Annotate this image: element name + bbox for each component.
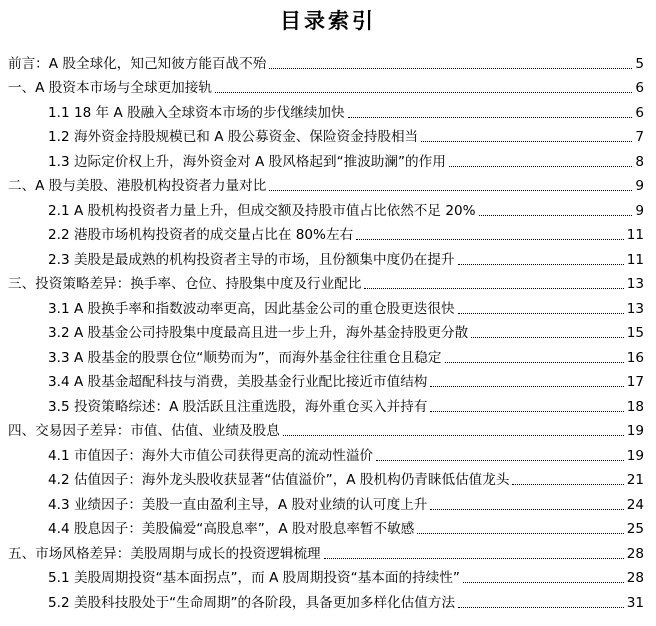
toc-page-number: 6 <box>635 104 644 121</box>
toc-subsection-entry[interactable] <box>0 440 656 465</box>
toc-page-number: 8 <box>635 153 644 170</box>
toc-entry-title: 五、市场风格差异：美股周期与成长的投资逻辑梳理 <box>8 545 321 562</box>
toc-page-number: 28 <box>626 570 644 586</box>
toc-page-number: 15 <box>626 325 644 341</box>
toc-subsection-entry[interactable] <box>0 563 656 588</box>
toc-subsection-entry[interactable] <box>0 587 656 612</box>
toc-entry-title: 3.3 A 股基金的股票仓位“顺势而为”，而海外基金往往重仓且稳定 <box>48 349 442 366</box>
toc-subsection-entry[interactable] <box>0 122 656 147</box>
toc-page-number: 13 <box>626 276 644 292</box>
dot-leader <box>479 214 633 216</box>
toc-entry-title: 四、交易因子差异：市值、估值、业绩及股息 <box>8 423 280 439</box>
toc-section-entry[interactable] <box>0 269 656 294</box>
dot-leader <box>421 140 632 142</box>
dot-leader <box>512 483 623 485</box>
dot-leader <box>324 557 624 559</box>
toc-subsection-entry[interactable] <box>0 244 656 269</box>
dot-leader <box>215 91 632 93</box>
dot-leader <box>458 312 624 314</box>
toc-page-number: 28 <box>626 545 644 562</box>
toc-entry-title: 二、A 股与美股、港股机构投资者力量对比 <box>8 178 267 194</box>
toc-page-number: 18 <box>626 398 644 415</box>
dot-leader <box>458 606 624 608</box>
toc-subsection-entry[interactable] <box>0 514 656 539</box>
toc-entry-title: 4.3 业绩因子：美股一直由盈利主导，A 股对业绩的认可度上升 <box>48 496 428 513</box>
dot-leader <box>445 361 624 363</box>
toc-page-number: 19 <box>626 447 644 464</box>
toc-subsection-entry[interactable] <box>0 220 656 245</box>
dot-leader <box>269 67 632 69</box>
dot-leader <box>430 508 623 510</box>
dot-leader <box>449 165 633 167</box>
toc-entry-title: 前言：A 股全球化，知己知彼方能百战不殆 <box>8 55 267 72</box>
toc-entry-title: 1.3 边际定价权上升，海外资金对 A 股风格起到“推波助澜”的作用 <box>48 153 446 170</box>
toc-entry-title: 一、A 股资本市场与全球更加接轨 <box>8 80 212 96</box>
toc-page-number: 13 <box>626 300 644 317</box>
toc-subsection-entry[interactable] <box>0 146 656 171</box>
dot-leader <box>417 532 623 534</box>
dot-leader <box>471 336 624 338</box>
toc-subsection-entry[interactable] <box>0 391 656 416</box>
toc-entry-title: 3.2 A 股基金公司持股集中度最高且进一步上升，海外基金持股更分散 <box>48 325 469 341</box>
toc-entry-title: 4.4 股息因子：美股偏爱“高股息率”，A 股对股息率暂不敏感 <box>48 521 415 537</box>
toc-page-number: 11 <box>626 227 644 243</box>
toc-page-number: 25 <box>626 521 644 537</box>
toc-subsection-entry[interactable] <box>0 489 656 514</box>
toc-section-entry[interactable] <box>0 48 656 73</box>
toc-entry-title: 2.2 港股市场机构投资者的成交量占比在 80%左右 <box>48 227 354 243</box>
toc-entry-title: 1.1 18 年 A 股融入全球资本市场的步伐继续加快 <box>48 104 345 121</box>
toc-page-number: 16 <box>626 349 644 366</box>
toc-page-number: 31 <box>626 594 644 611</box>
toc-subsection-entry[interactable] <box>0 342 656 367</box>
toc-page-number: 11 <box>626 251 644 268</box>
toc-section-entry[interactable] <box>0 416 656 441</box>
page-title: 目录索引 <box>280 9 376 33</box>
dot-leader <box>269 189 632 191</box>
table-of-contents <box>0 48 656 612</box>
toc-page-number: 9 <box>635 202 644 219</box>
dot-leader <box>376 459 624 461</box>
toc-entry-title: 3.5 投资策略综述：A 股活跃且注重选股，海外重仓买入并持有 <box>48 398 428 415</box>
toc-subsection-entry[interactable] <box>0 195 656 220</box>
toc-subsection-entry[interactable] <box>0 293 656 318</box>
dot-leader <box>364 287 623 289</box>
toc-subsection-entry[interactable] <box>0 318 656 343</box>
toc-section-entry[interactable] <box>0 538 656 563</box>
toc-entry-title: 2.1 A 股机构投资者力量上升，但成交额及持股市值占比依然不足 20% <box>48 202 476 219</box>
toc-page-number: 6 <box>635 80 644 96</box>
toc-entry-title: 三、投资策略差异：换手率、仓位、持股集中度及行业配比 <box>8 276 362 292</box>
toc-subsection-entry[interactable] <box>0 465 656 490</box>
toc-section-entry[interactable] <box>0 171 656 196</box>
toc-entry-title: 5.2 美股科技股处于“生命周期”的各阶段，具备更加多样化估值方法 <box>48 594 456 611</box>
toc-entry-title: 2.3 美股是最成熟的机构投资者主导的市场，且份额集中度仍在提升 <box>48 251 455 268</box>
toc-page-number: 17 <box>626 374 644 390</box>
toc-entry-title: 3.4 A 股基金超配科技与消费，美股基金行业配比接近市值结构 <box>48 374 428 390</box>
toc-page-number: 9 <box>635 178 644 194</box>
dot-leader <box>430 410 623 412</box>
dot-leader <box>458 263 624 265</box>
toc-page-number: 21 <box>626 472 644 488</box>
dot-leader <box>348 116 633 118</box>
toc-entry-title: 4.2 估值因子：海外龙头股收获显著“估值溢价”，A 股机构仍青睐低估值龙头 <box>48 472 510 488</box>
toc-entry-title: 4.1 市值因子：海外大市值公司获得更高的流动性溢价 <box>48 447 374 464</box>
toc-entry-title: 5.1 美股周期投资“基本面拐点”，而 A 股周期投资“基本面的持续性” <box>48 570 460 586</box>
dot-leader <box>430 385 623 387</box>
toc-section-entry[interactable] <box>0 73 656 98</box>
dot-leader <box>283 434 624 436</box>
toc-entry-title: 1.2 海外资金持股规模已和 A 股公募资金、保险资金持股相当 <box>48 129 419 145</box>
toc-subsection-entry[interactable] <box>0 367 656 392</box>
toc-entry-title: 3.1 A 股换手率和指数波动率更高，因此基金公司的重仓股更迭很快 <box>48 300 455 317</box>
dot-leader <box>463 581 624 583</box>
toc-page-number: 7 <box>635 129 644 145</box>
toc-page-number: 24 <box>626 496 644 513</box>
toc-page-number: 5 <box>635 55 644 72</box>
dot-leader <box>356 238 624 240</box>
toc-subsection-entry[interactable] <box>0 97 656 122</box>
toc-page-number: 19 <box>626 423 644 439</box>
